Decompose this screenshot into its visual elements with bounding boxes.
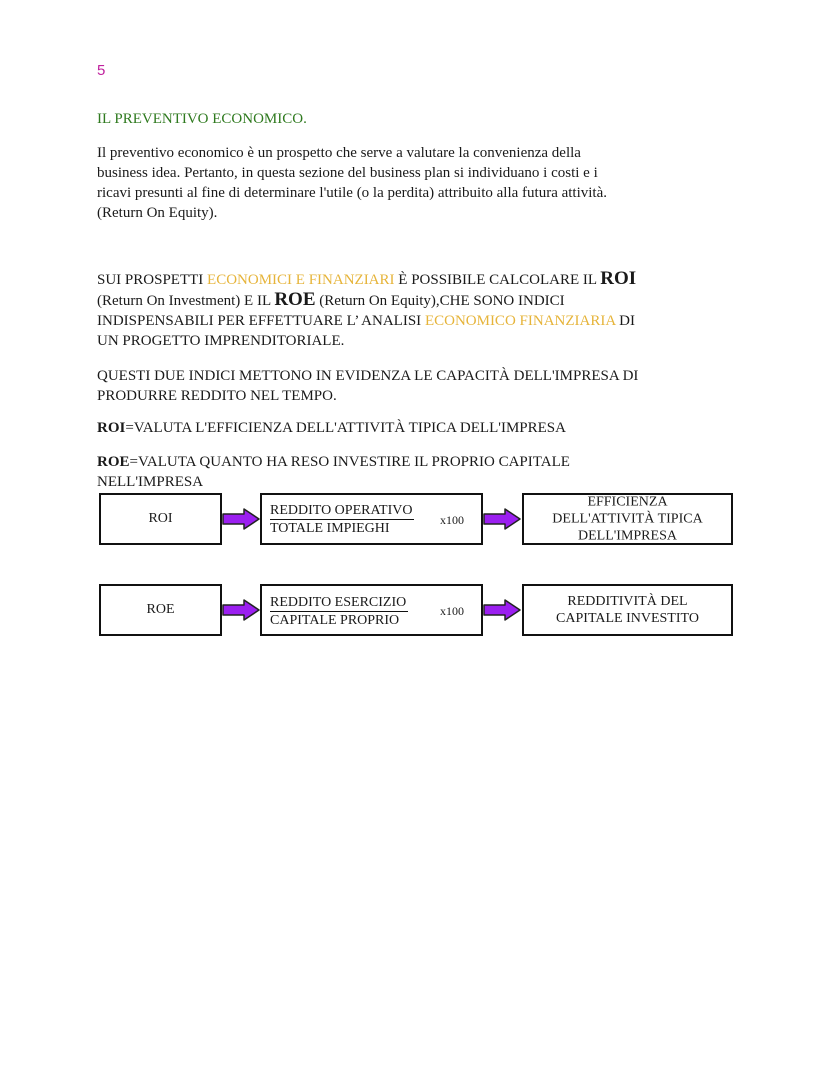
result-line: EFFICIENZA bbox=[587, 494, 668, 510]
intro-line: ricavi presunti al fine di determinare l'utile (o la perdita) attribuito alla futura attività. bbox=[97, 185, 608, 201]
arrow-right-icon bbox=[222, 508, 260, 530]
roi-box-label: ROI bbox=[148, 511, 173, 526]
section-title: IL PREVENTIVO ECONOMICO. bbox=[97, 111, 307, 127]
roi-numerator: REDDITO OPERATIVO bbox=[270, 503, 413, 518]
result-line: REDDITIVITÀ DEL bbox=[567, 594, 688, 609]
text-run: NELL'IMPRESA bbox=[97, 474, 204, 490]
text-run: INDISPENSABILI PER EFFETTUARE L’ ANALISI bbox=[97, 313, 425, 329]
highlight-economico-finanziaria: ECONOMICO FINANZIARIA bbox=[424, 313, 616, 329]
text-run: (Return On Equity),CHE SONO INDICI bbox=[315, 293, 565, 309]
roe-fraction bbox=[270, 594, 408, 629]
intro-line: (Return On Equity). bbox=[97, 205, 218, 221]
result-line: CAPITALE INVESTITO bbox=[556, 611, 699, 626]
intro-paragraph bbox=[97, 143, 737, 223]
page-number: 5 bbox=[97, 62, 106, 79]
roe-numerator: REDDITO ESERCIZIO bbox=[270, 595, 407, 610]
indices-paragraph bbox=[97, 269, 737, 351]
capacity-paragraph bbox=[97, 366, 737, 406]
roe-formula-box bbox=[260, 584, 483, 636]
roe-label: ROE bbox=[97, 454, 130, 470]
roe-result-box bbox=[522, 584, 733, 636]
text-run: È POSSIBILE CALCOLARE IL bbox=[394, 272, 601, 288]
roe-box bbox=[99, 584, 222, 636]
roi-multiplier: x100 bbox=[440, 513, 464, 527]
text-run: DI bbox=[615, 313, 635, 329]
text-run: SUI PROSPETTI bbox=[97, 272, 208, 288]
arrow-right-icon bbox=[483, 508, 521, 530]
arrow-right-icon bbox=[222, 599, 260, 621]
roe-multiplier: x100 bbox=[440, 604, 464, 618]
result-line: DELL'ATTIVITÀ TIPICA bbox=[552, 511, 703, 527]
intro-line: business idea. Pertanto, in questa sezione del business plan si individuano i costi e i bbox=[97, 165, 598, 181]
roe-denominator: CAPITALE PROPRIO bbox=[270, 613, 400, 628]
roe-box-label: ROE bbox=[146, 602, 175, 617]
text-run: (Return On Investment) E IL bbox=[97, 293, 275, 309]
text-run: =VALUTA L'EFFICIENZA DELL'ATTIVITÀ TIPICA DELL'IMPRESA bbox=[125, 420, 566, 436]
roi-definition bbox=[97, 418, 737, 438]
roi-result-box bbox=[522, 493, 733, 545]
intro-line: Il preventivo economico è un prospetto che serve a valutare la convenienza della bbox=[97, 145, 581, 161]
arrow-right-icon bbox=[483, 599, 521, 621]
text-run: =VALUTA QUANTO HA RESO INVESTIRE IL PROPRIO CAPITALE bbox=[129, 454, 570, 470]
roi-denominator: TOTALE IMPIEGHI bbox=[270, 521, 390, 536]
roe-emphasis: ROE bbox=[274, 289, 316, 310]
text-run: PRODURRE REDDITO NEL TEMPO. bbox=[97, 388, 337, 404]
roi-formula-box bbox=[260, 493, 483, 545]
result-line: DELL'IMPRESA bbox=[578, 528, 677, 544]
roi-label: ROI bbox=[97, 420, 126, 436]
text-run: QUESTI DUE INDICI METTONO IN EVIDENZA LE CAPACITÀ DELL'IMPRESA DI bbox=[97, 368, 639, 384]
roi-emphasis: ROI bbox=[600, 268, 637, 289]
highlight-economici-finanziari: ECONOMICI E FINANZIARI bbox=[207, 272, 395, 288]
roe-result bbox=[524, 593, 731, 627]
roi-box bbox=[99, 493, 222, 545]
roe-definition bbox=[97, 452, 737, 492]
roi-fraction bbox=[270, 502, 414, 537]
roi-result bbox=[524, 494, 731, 545]
text-run: UN PROGETTO IMPRENDITORIALE. bbox=[97, 333, 345, 349]
